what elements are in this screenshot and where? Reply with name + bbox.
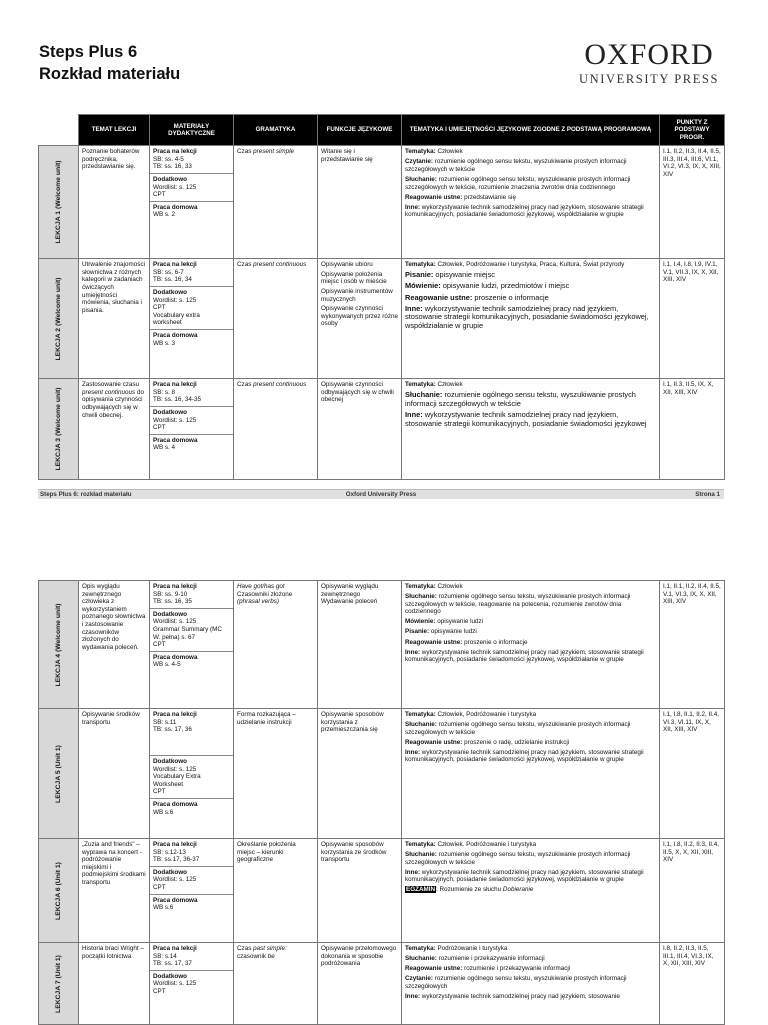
col-lesson-header: TEMAT LEKCJI [79, 115, 150, 146]
skill-label: Mówienie: [405, 618, 436, 626]
skill-label: Pisanie: [405, 628, 430, 636]
footer-center: Oxford University Press [345, 491, 417, 498]
function-item: Opisywanie czynności wykonywanych przez różne osoby [321, 305, 398, 328]
points-cell: I.1, I.8, II.2, II.3, II.4, II.5, X, X, XII, XIII, XIV [660, 839, 725, 943]
exam-task-type: Dobieranie [502, 886, 534, 894]
material-item: SB: s.14 [153, 952, 177, 960]
skill-label: Reagowanie ustne: [405, 738, 463, 746]
grammar-cell [234, 709, 318, 839]
lesson-label: LEKCJA 4 (Welcome unit) [54, 602, 62, 687]
function-item: Opisywanie sposobów korzystania ze środków transportu [321, 841, 387, 864]
table-row [39, 259, 725, 379]
grammar-text: Określanie położenia miejsc – kierunki geograficzne [237, 841, 296, 864]
skill-label: Inne: [405, 648, 421, 656]
grammar-italic: past simple: [253, 945, 287, 952]
topic-italic: present continuous [82, 388, 136, 396]
lesson-label: LEKCJA 7 (Unit 1) [54, 954, 62, 1013]
grammar-cell [234, 259, 318, 379]
skill-label: Pisanie: [405, 270, 434, 280]
topic-text: Zastosowanie czasu [82, 381, 140, 389]
material-item: CPT [153, 641, 166, 649]
functions-cell [318, 839, 402, 943]
skill-label: Mówienie: [405, 281, 441, 291]
grammar-text: Czas [237, 945, 254, 952]
topic-label: Tematyka: [405, 148, 436, 156]
topic-label: Tematyka: [405, 711, 436, 718]
function-item: Opisywanie instrumentów muzycznych [321, 288, 393, 303]
skill-value: wykorzystywanie technik samodzielnej pracy nad językiem, stosowanie strategii komunikacyjnych, posiadanie świadomości językowej [405, 410, 647, 428]
skill-label: Reagowanie ustne: [405, 638, 463, 646]
topic-label: Tematyka: [405, 945, 436, 952]
material-item: Wordlist: s. 125 [153, 980, 197, 988]
skill-label: Reagowanie ustne: [405, 292, 473, 302]
skill-label: Inne: [405, 410, 423, 419]
lesson-label-cell [39, 943, 79, 1025]
skill-value: wykorzystywanie technik samodzielnej pracy nad językiem, stosowanie strategii komunikacyjnych, posiadanie świadomości językowej, współdziałanie w grupie [405, 868, 644, 884]
material-item: SB: s.11 [153, 718, 177, 726]
table-row [39, 581, 725, 709]
skill-label: Słuchanie: [405, 955, 437, 963]
lesson-topic: Poznanie bohaterów podręcznika, przedstawianie się. [79, 146, 150, 259]
grammar-cell [234, 146, 318, 259]
material-item: WB s. 2 [153, 211, 176, 219]
material-item: Wordlist: s. 125 [153, 618, 197, 626]
function-item: Wydawanie poleceń [321, 598, 378, 606]
dodatkowo-heading: Dodatkowo [153, 176, 187, 183]
topic-value: Człowiek, Podróżowanie i turystyka [437, 711, 537, 718]
document-subtitle: Rozkład materiału [39, 65, 181, 83]
syllabus-table-page-2 [38, 580, 725, 1025]
lesson-topic: Opis wyglądu zewnętrznego człowieka z wykorzystaniem poznanego słownictwa i zastosowanie czasowników złożonych do wydawania poleceń. [79, 581, 150, 709]
materials-cell [150, 709, 234, 839]
praca-heading: Praca na lekcji [153, 148, 197, 156]
material-item: Wordlist: s. 125 [153, 296, 197, 304]
skill-value: wykorzystywanie technik samodzielnej pracy nad językiem, stosowanie [421, 992, 620, 1000]
praca-heading: Praca na lekcji [153, 261, 197, 269]
skill-label: Czytanie: [405, 975, 433, 983]
skill-label: Inne: [405, 992, 421, 1000]
skill-value: rozumienie ogólnego sensu tekstu, wyszukiwanie prostych informacji szczegółowych w tekście [405, 390, 636, 408]
lesson-label-cell [39, 379, 79, 480]
skill-label: Słuchanie: [405, 390, 443, 400]
topics-cell [402, 379, 660, 480]
material-item: WB s. 4 [153, 444, 176, 452]
points-cell: I.8, II.2, II.3, II.5, III.1, III.4, VI.3, IX, X, XII, XIII, XIV [660, 943, 725, 1025]
table-header-row [39, 115, 725, 146]
material-item: SB: s.12-13 [153, 848, 186, 856]
grammar-cell [234, 839, 318, 943]
skill-value: wykorzystywanie technik samodzielnej pracy nad językiem, stosowanie strategii komunikacyjnych, posiadanie świadomości językowej, współdziałanie w grupie [405, 748, 644, 764]
skill-label: Słuchanie: [405, 851, 437, 859]
topic-value: Człowiek [437, 381, 463, 389]
lesson-label-cell [39, 709, 79, 839]
topics-cell [402, 259, 660, 379]
functions-cell [318, 709, 402, 839]
grammar-italic: present simple [253, 148, 295, 156]
topic-value: Człowiek, Podróżowanie i turystyka, Praca, Kultura, Świat przyrody [437, 261, 625, 269]
functions-cell [318, 581, 402, 709]
material-item: Wordlist: s. 125 [153, 876, 197, 884]
dodatkowo-heading: Dodatkowo [153, 610, 187, 618]
skill-label: Słuchanie: [405, 721, 437, 729]
material-item: SB: ss. 4-5 [153, 155, 184, 163]
domowa-heading: Praca domowa [153, 653, 198, 661]
material-item: TB: ss. 17, 37 [153, 960, 192, 968]
topic-value: Podróżowanie i turystyka [437, 945, 508, 952]
topics-cell [402, 709, 660, 839]
grammar-text: Czas [237, 381, 254, 389]
skill-value: proszenie o informacje [474, 292, 549, 302]
material-item: Vocabulary Extra Worksheet [153, 773, 201, 788]
material-item: CPT [153, 788, 166, 796]
functions-cell [318, 379, 402, 480]
lesson-label-cell [39, 146, 79, 259]
table-row [39, 146, 725, 259]
lesson-label: LEKCJA 5 (Unit 1) [54, 744, 62, 803]
material-item: WB s.6 [153, 904, 174, 912]
dodatkowo-heading: Dodatkowo [153, 409, 187, 416]
course-title: Steps Plus 6 [39, 43, 138, 61]
material-item: CPT [153, 424, 166, 432]
topic-value: Człowiek [437, 583, 463, 590]
skill-label: Inne: [405, 303, 423, 313]
skill-value: wykorzystywanie technik samodzielnej pracy nad językiem, stosowanie strategii komunikacyjnych, posiadanie świadomości językowej, współdziałanie w grupie [405, 648, 644, 664]
skill-label: Słuchanie: [405, 176, 437, 183]
grammar-italic: Have got/has got [237, 583, 285, 590]
function-item: Opisywanie wyglądu zewnętrznego [321, 583, 379, 598]
grammar-text: Czas [237, 148, 254, 156]
skill-label: Słuchanie: [405, 593, 437, 601]
table-row [39, 379, 725, 480]
lesson-label: LEKCJA 2 (Welcome unit) [54, 277, 62, 361]
dodatkowo-heading: Dodatkowo [153, 868, 187, 876]
functions-cell [318, 943, 402, 1025]
lesson-label-cell [39, 259, 79, 379]
material-item: SB: s. 8 [153, 388, 176, 396]
topics-cell [402, 839, 660, 943]
lesson-label: LEKCJA 1 (Welcome unit) [54, 160, 62, 244]
topic-label: Tematyka: [405, 841, 436, 848]
material-item: WB s. 4-5 [153, 661, 181, 669]
document-title [39, 41, 180, 85]
points-cell: I.1, I.8, II.1, II.2, II.4, VI.3, VI.11, IX, X, XII, XIII, XIV [660, 709, 725, 839]
points-cell: I.1, II.3, II.5, IX, X, XII, XIII, XIV [660, 379, 725, 480]
materials-cell [150, 839, 234, 943]
lesson-topic: Opisywanie środków transportu [79, 709, 150, 839]
skill-value: rozumienie i przekazywanie informacji [464, 965, 571, 973]
topic-value: Człowiek. Podróżowanie i turystyka [437, 841, 537, 848]
material-item: WB s. 3 [153, 339, 176, 347]
table-row [39, 839, 725, 943]
col-grammar-header: GRAMATYKA [234, 115, 318, 146]
praca-heading: Praca na lekcji [153, 583, 197, 590]
domowa-heading: Praca domowa [153, 436, 198, 444]
dodatkowo-heading: Dodatkowo [153, 289, 187, 296]
points-cell: I.1, I.4, I.8, I.9, IV.1, V.1, VII.3, IX, X, XII, XIII, XIV [660, 259, 725, 379]
material-item: TB: ss. 16, 34-35 [153, 396, 201, 404]
material-item: CPT [153, 987, 166, 995]
material-item: TB: ss. 16, 34 [153, 276, 192, 284]
material-item: TB: ss. 16, 33 [153, 163, 192, 171]
materials-cell [150, 259, 234, 379]
skill-label: Inne: [405, 868, 421, 876]
grammar-cell [234, 943, 318, 1025]
dodatkowo-heading: Dodatkowo [153, 972, 187, 980]
skill-value: rozumienie ogólnego sensu tekstu, wyszukiwanie prostych informacji szczegółowych w tekście [405, 721, 631, 736]
points-cell: I.1, II.1, II.2, II.4, II.5, V.1, VI.3, IX, X, XII, XIII, XIV [660, 581, 725, 709]
domowa-heading: Praca domowa [153, 896, 198, 904]
skill-value: rozumienie ogólnego sensu tekstu, wyszukiwanie prostych informacji szczegółowych [405, 975, 627, 990]
logo-wordmark: OXFORD [584, 38, 714, 71]
skill-value: przedstawianie się [464, 193, 516, 201]
material-item: WB s.6 [153, 808, 174, 816]
topic-label: Tematyka: [405, 381, 436, 389]
topic-text: do opisywania czynności odbywających się w chwili obecnej. [82, 388, 144, 419]
grammar-italic: be [267, 952, 275, 960]
skill-value: opisywanie ludzi [430, 628, 477, 636]
material-item: Vocabulary extra worksheet [153, 311, 200, 327]
skill-value: rozumienie ogólnego sensu tekstu, wyszukiwanie prostych informacji szczegółowych w tekście [405, 851, 631, 866]
grammar-text: Czasowniki złożone [237, 590, 293, 598]
col-materials-header: MATERIAŁY DYDAKTYCZNE [150, 115, 234, 146]
skill-value: rozumienie ogólnego sensu tekstu, wyszukiwanie prostych informacji szczegółowych w tekście, reagowanie na polecenia, rozumienie zwrotów dnia codziennego [405, 593, 631, 616]
lesson-label: LEKCJA 6 (Unit 1) [54, 861, 62, 920]
grammar-text: Czas [237, 261, 254, 269]
skill-value: opisywanie ludzi [437, 618, 484, 626]
lesson-topic: „Zuzia and friends” – wyprawa na koncert - podróżowanie miejskimi i podmiejskimi środkami transportu [79, 839, 150, 943]
skill-label: Reagowanie ustne: [405, 965, 463, 973]
material-item: CPT [153, 191, 166, 199]
exam-badge: EGZAMIN [406, 886, 436, 894]
material-item: Wordlist: s. 125 [153, 765, 197, 773]
praca-heading: Praca na lekcji [153, 945, 197, 952]
function-item: Opisywanie czynności odbywających się w chwili obecnej [321, 381, 394, 404]
functions-cell [318, 259, 402, 379]
material-item: Wordlist: s. 125 [153, 416, 197, 424]
material-item: TB: ss. 17, 36 [153, 726, 192, 734]
exam-text: : Rozumienie ze słuchu [436, 886, 503, 894]
praca-heading: Praca na lekcji [153, 381, 197, 389]
material-item: TB: ss. 16, 35 [153, 598, 192, 606]
grammar-italic: (phrasal verbs) [237, 598, 279, 606]
skill-value: proszenie o radę, udzielanie instrukcji [464, 738, 570, 746]
topics-cell [402, 146, 660, 259]
syllabus-table-page-1 [38, 114, 725, 480]
skill-value: rozumienie i przekazywanie informacji [438, 955, 545, 963]
footer-left: Steps Plus 6: rozkład materiału [40, 491, 132, 498]
grammar-text: Forma rozkazująca – udzielanie instrukcji [237, 711, 296, 726]
skill-value: proszenie o informacje [464, 638, 528, 646]
grammar-cell [234, 379, 318, 480]
function-item: Witanie się i przedstawianie się [321, 148, 373, 163]
material-item: Wordlist: s. 125 [153, 183, 197, 191]
oxford-logo [578, 40, 720, 87]
lesson-topic: Utrwalenie znajomości słownictwa z różnych kategorii w zadaniach ćwiczących umiejętności mówienia, słuchania i pisania. [79, 259, 150, 379]
materials-cell [150, 943, 234, 1025]
material-item: SB: ss. 6-7 [153, 268, 184, 276]
function-item: Opisywanie przełomowego dokonania w sposobie podróżowania [321, 945, 397, 968]
skill-label: Reagowanie ustne: [405, 193, 463, 201]
skill-value: wykorzystywanie technik samodzielnej pracy nad językiem, stosowanie strategii komunikacyjnych, posiadanie świadomości językowej, współdziałanie w grupie [405, 203, 644, 219]
domowa-heading: Praca domowa [153, 331, 198, 339]
lesson-label: LEKCJA 3 (Welcome unit) [54, 387, 62, 471]
col-topics-header: TEMATYKA I UMIEJĘTNOŚCI JĘZYKOWE ZGODNE Z PODSTAWĄ PROGRAMOWĄ [402, 115, 660, 146]
skill-value: wykorzystywanie technik samodzielnej pracy nad językiem, stosowanie strategii komunikacyjnych, posiadanie świadomości językowej, współdziałanie w grupie [405, 303, 649, 330]
lesson-topic: Historia braci Wright – początki lotnictwa [79, 943, 150, 1025]
domowa-heading: Praca domowa [153, 203, 198, 211]
col-functions-header: FUNKCJE JĘZYKOWE [318, 115, 402, 146]
topics-cell [402, 943, 660, 1025]
lesson-label-cell [39, 581, 79, 709]
skill-label: Inne: [405, 203, 421, 211]
materials-cell [150, 379, 234, 480]
functions-cell [318, 146, 402, 259]
domowa-heading: Praca domowa [153, 800, 198, 808]
page-footer [38, 489, 724, 499]
grammar-cell [234, 581, 318, 709]
topic-label: Tematyka: [405, 261, 436, 269]
function-item: Opisywanie ubioru [321, 261, 373, 269]
skill-value: rozumienie ogólnego sensu tekstu, wyszukiwanie prostych informacji szczegółowych w tekście, rozumienie znaczenia zwrotów dnia codziennego [405, 176, 631, 191]
grammar-italic: present continuous [253, 381, 307, 389]
praca-heading: Praca na lekcji [153, 711, 197, 718]
lesson-label-cell [39, 839, 79, 943]
skill-value: rozumienie ogólnego sensu tekstu, wyszukiwanie prostych informacji szczegółowych w tekście [405, 158, 627, 173]
lesson-topic [79, 379, 150, 480]
material-item: SB: ss. 9-10 [153, 590, 188, 598]
col-points-header: PUNKTY Z PODSTAWY PROGR. [660, 115, 725, 146]
skill-label: Inne: [405, 748, 421, 756]
materials-cell [150, 581, 234, 709]
topic-label: Tematyka: [405, 583, 436, 590]
material-item: TB: ss.17, 36-37 [153, 856, 200, 864]
logo-subtitle: UNIVERSITY PRESS [578, 72, 720, 86]
materials-cell [150, 146, 234, 259]
material-item: Grammar Summary (MC W. pełna) s. 67 [153, 625, 222, 641]
material-item: CPT [153, 883, 166, 891]
footer-page-number: Strona 1 [695, 491, 720, 498]
table-row [39, 943, 725, 1025]
grammar-text: czasownik [237, 952, 268, 960]
topic-value: Człowiek [437, 148, 463, 156]
function-item: Opisywanie sposobów korzystania z przemieszczania się [321, 711, 384, 734]
table-row [39, 709, 725, 839]
topics-cell [402, 581, 660, 709]
skill-value: opisywanie miejsc [435, 270, 495, 280]
grammar-italic: present continuous [253, 261, 307, 269]
function-item: Opisywanie położenia miejsc i osób w mieście [321, 270, 387, 286]
points-cell: I.1, II.2, II.3, II.4, II.5, III.3, III.4, III.6, VI.1, VI.2, VI.3, IX, X, XIII, XIV [660, 146, 725, 259]
praca-heading: Praca na lekcji [153, 841, 197, 848]
material-item: CPT [153, 304, 166, 312]
skill-value: opisywanie ludzi, przedmiotów i miejsc [442, 281, 570, 291]
skill-label: Czytanie: [405, 158, 433, 166]
dodatkowo-heading: Dodatkowo [153, 758, 187, 765]
